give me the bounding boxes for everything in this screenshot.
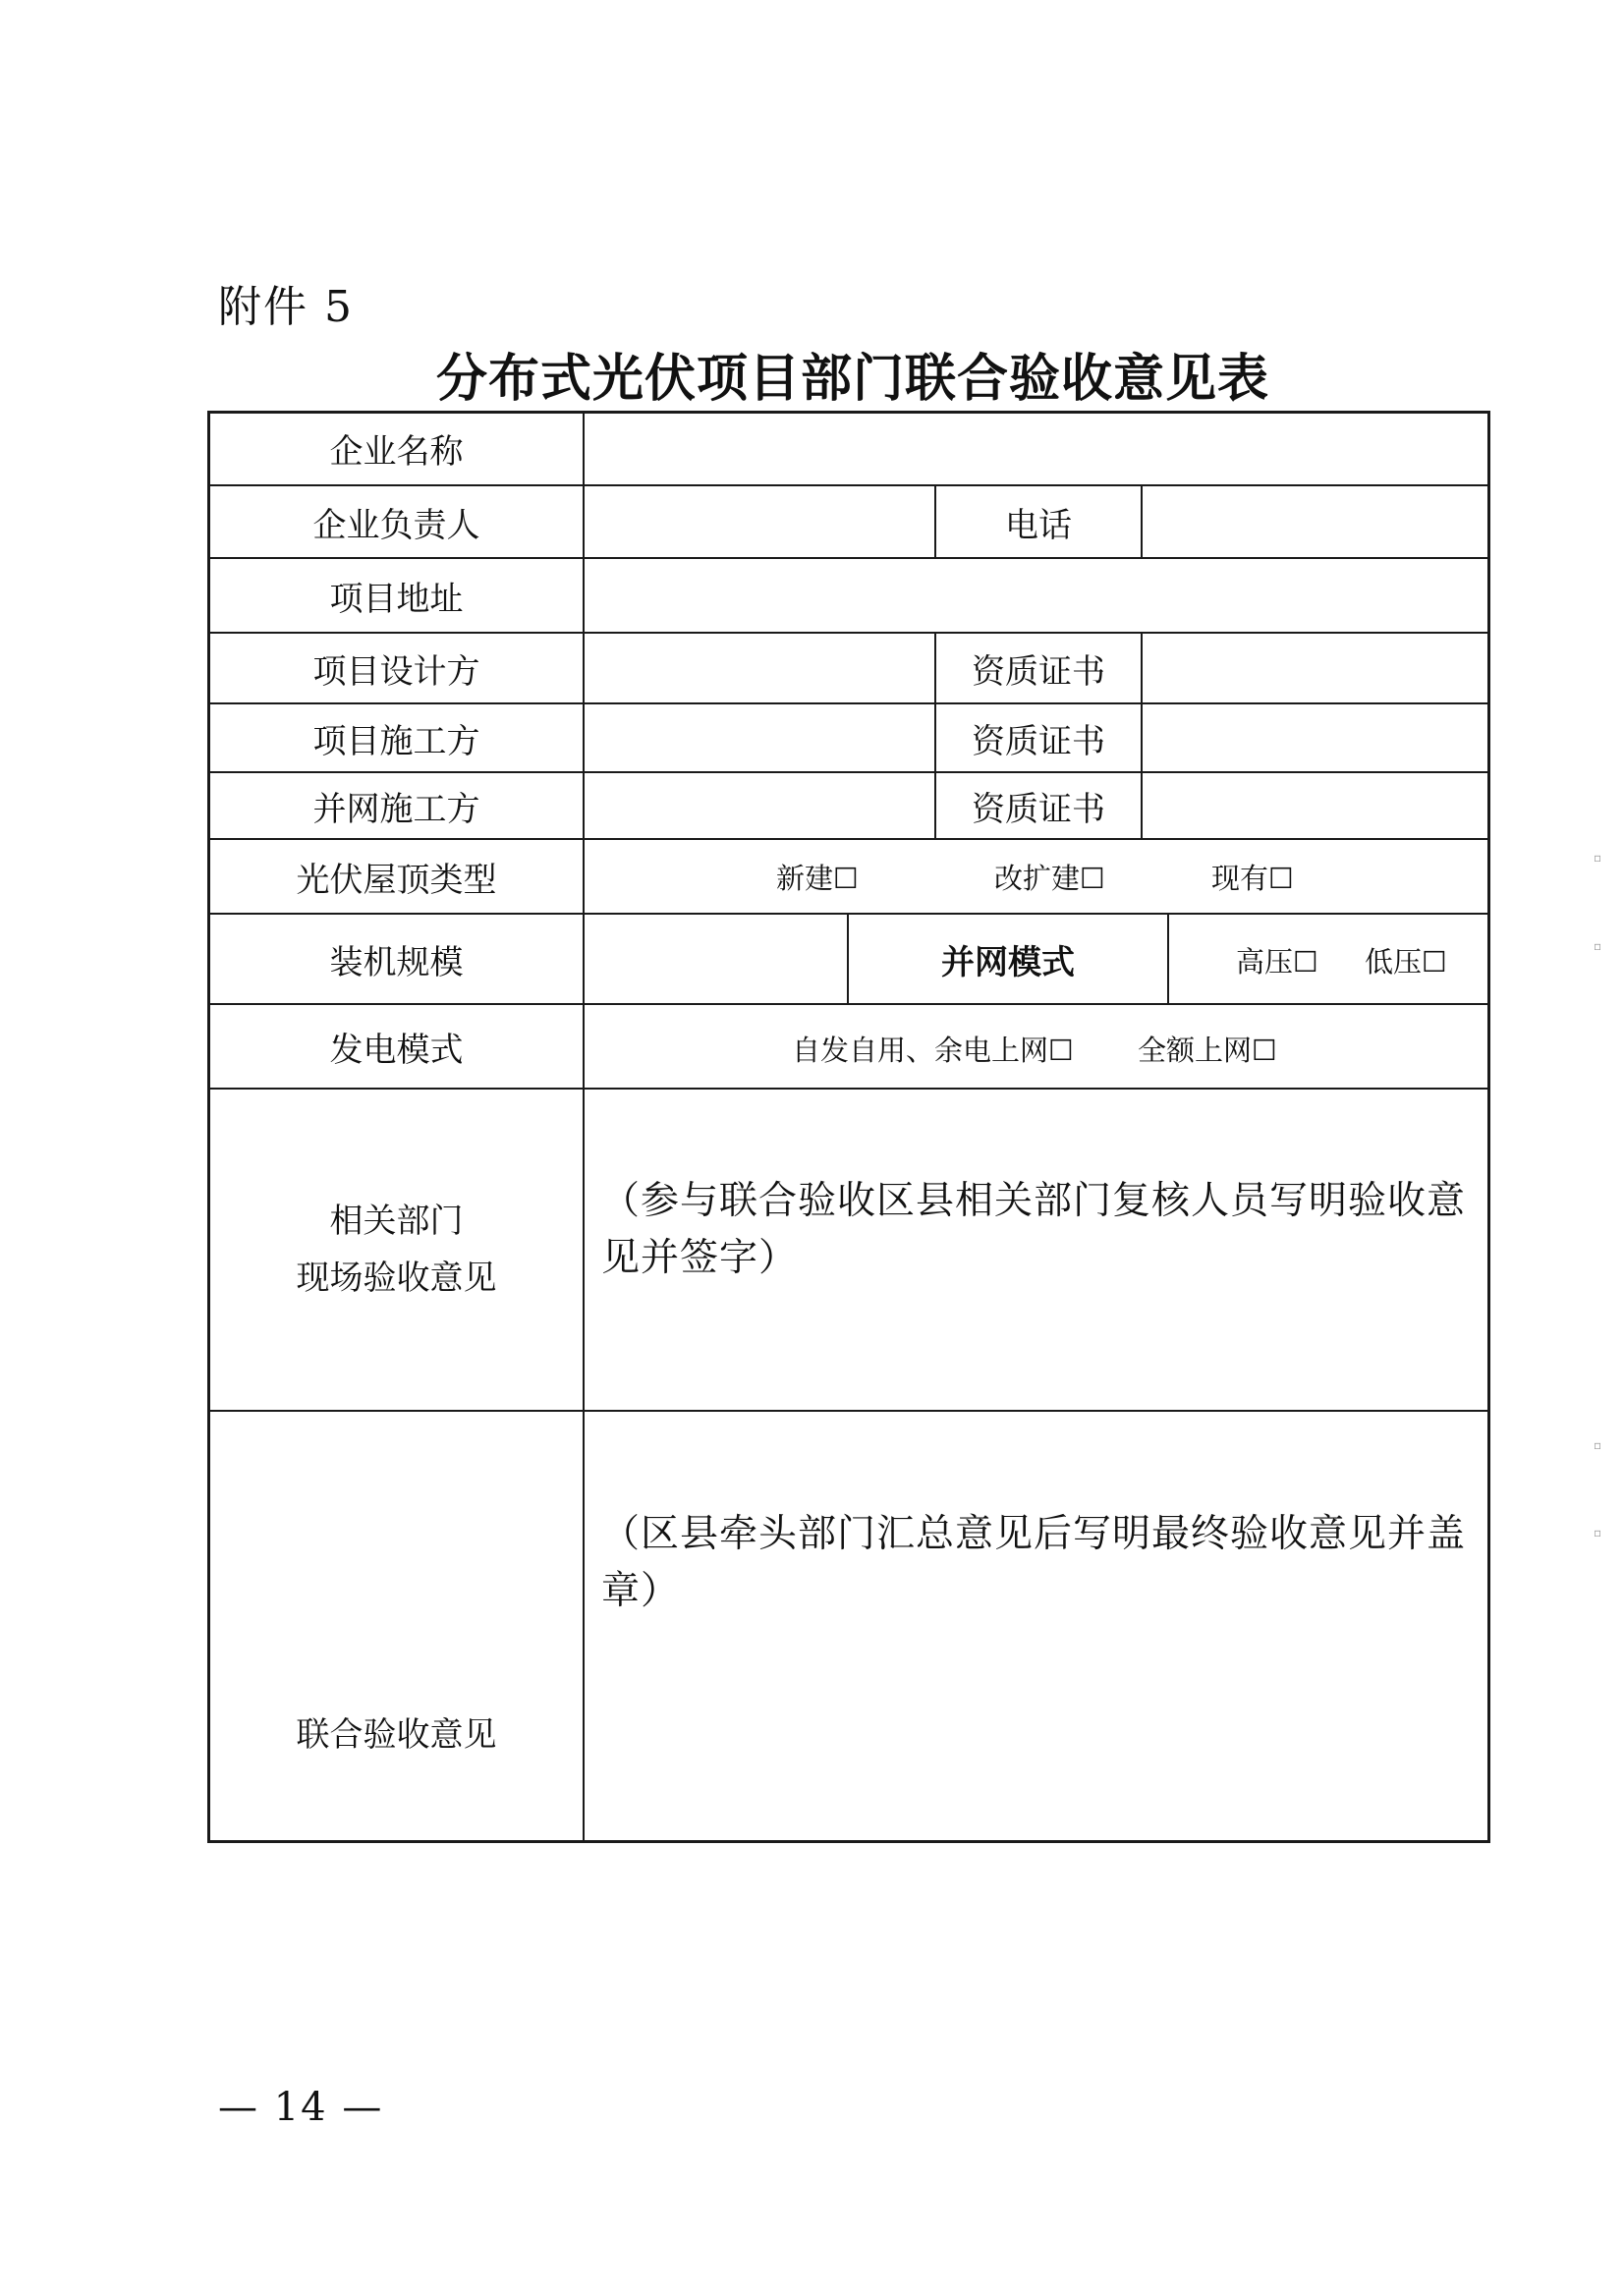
binding-mark: ▫ <box>1594 939 1602 953</box>
label-company-name: 企业名称 <box>329 432 464 472</box>
label-constructor: 项目施工方 <box>312 721 480 761</box>
grid-option-high[interactable]: 高压☐ <box>1236 945 1318 979</box>
gen-option-full-grid[interactable]: 全额上网☐ <box>1138 1034 1277 1067</box>
label-dept-opinion-line1: 相关部门 <box>329 1202 464 1241</box>
table-border-bottom <box>207 1840 1490 1843</box>
designer-qualification-field[interactable] <box>1143 634 1487 702</box>
constructor-field[interactable] <box>585 704 934 771</box>
table-border-right <box>1487 411 1490 1843</box>
gen-option-self-use[interactable]: 自发自用、余电上网☐ <box>792 1034 1074 1067</box>
page-number: — 14 — <box>218 2085 384 2130</box>
binding-mark: ▫ <box>1594 1438 1602 1452</box>
constructor-qualification-field[interactable] <box>1143 704 1487 771</box>
attachment-label: 附件 5 <box>218 282 354 332</box>
label-project-address: 项目地址 <box>329 579 464 619</box>
label-capacity: 装机规模 <box>329 942 464 982</box>
label-designer: 项目设计方 <box>312 651 480 692</box>
label-constructor-qualification: 资质证书 <box>972 721 1105 761</box>
grid-option-low[interactable]: 低压☐ <box>1365 945 1447 979</box>
roof-option-expand[interactable]: 改扩建☐ <box>994 862 1105 895</box>
project-address-field[interactable] <box>585 559 1487 632</box>
grid-qualification-field[interactable] <box>1143 773 1487 838</box>
label-gen-mode: 发电模式 <box>329 1030 464 1070</box>
label-joint-opinion: 联合验收意见 <box>296 1714 497 1755</box>
label-grid-mode: 并网模式 <box>941 942 1075 982</box>
company-head-field[interactable] <box>585 486 934 557</box>
joint-opinion-note: （区县牵头部门汇总意见后写明最终验收意见并盖章） <box>601 1512 1467 1613</box>
company-name-field[interactable] <box>585 413 1487 484</box>
binding-mark: ▫ <box>1594 851 1602 865</box>
label-grid-constructor: 并网施工方 <box>312 789 480 829</box>
column-divider <box>1167 913 1169 1005</box>
phone-field[interactable] <box>1143 486 1487 557</box>
label-designer-qualification: 资质证书 <box>972 651 1105 692</box>
roof-option-existing[interactable]: 现有☐ <box>1211 862 1294 895</box>
label-roof-type: 光伏屋顶类型 <box>296 860 497 900</box>
label-dept-opinion-line2: 现场验收意见 <box>296 1259 497 1298</box>
label-dept-opinion <box>210 1090 583 1410</box>
label-phone: 电话 <box>1005 505 1072 545</box>
capacity-field[interactable] <box>585 915 847 1003</box>
dept-opinion-note: （参与联合验收区县相关部门复核人员写明验收意见并签字） <box>601 1179 1467 1280</box>
designer-field[interactable] <box>585 634 934 702</box>
binding-mark: ▫ <box>1594 1526 1602 1539</box>
roof-option-new[interactable]: 新建☐ <box>776 862 859 895</box>
label-company-head: 企业负责人 <box>312 505 480 545</box>
grid-constructor-field[interactable] <box>585 773 934 838</box>
form-title: 分布式光伏项目部门联合验收意见表 <box>435 349 1269 409</box>
label-grid-qualification: 资质证书 <box>972 789 1105 829</box>
